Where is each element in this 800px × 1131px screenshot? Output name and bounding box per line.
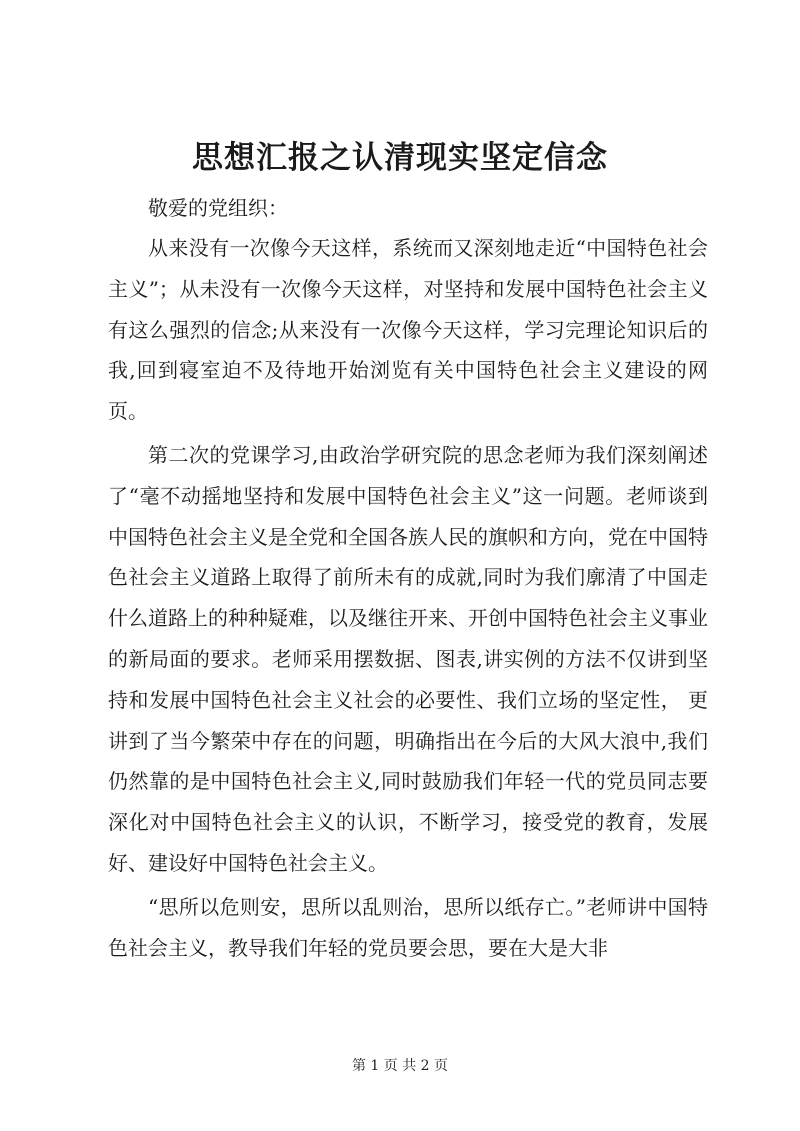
paragraph-1: 从来没有一次像今天这样，系统而又深刻地走近“中国特色社会主义”；从未没有一次像今天这样，对坚持和发展中国特色社会主义有这么强烈的信念;从来没有一次像今天这样，学习完理论知识后的我,回到寝室迫不及待地开始浏览有关中国特色社会主义建设的网页。 xyxy=(108,236,708,424)
paragraph-3: “思所以危则安，思所以乱则治，思所以纸存亡。”老师讲中国特色社会主义，教导我们年轻的党员要会思，要在大是大非 xyxy=(108,894,708,960)
page-number-footer: 第 1 页 共 2 页 xyxy=(351,1058,449,1074)
salutation: 敬爱的党组织： xyxy=(148,196,288,220)
document-title: 思想汇报之认清现实坚定信念 xyxy=(192,140,608,176)
paragraph-2: 第二次的党课学习,由政治学研究院的思念老师为我们深刻阐述了“毫不动摇地坚持和发展中国特色社会主义”这一问题。老师谈到中国特色社会主义是全党和全国各族人民的旗帜和方向，党在中国特色社会主义道路上取得了前所未有的成就,同时为我们廓清了中国走什么道路上的种种疑难，以及继往开来、开创中国特色社会主义事业的新局面的要求。老师采用摆数据、图表,讲实例的方法不仅讲到坚持和发展中国特色社会主义社会的必要性、我们立场的坚定性， 更讲到了当今繁荣中存在的问题，明确指出在今后的大风大浪中,我们仍然靠的是中国特色社会主义,同时鼓励我们年轻一代的党员同志要深化对中国特色社会主义的认识，不断学习，接受党的教育，发展好、建设好中国特色社会主义。 xyxy=(108,442,708,875)
document-body xyxy=(108,188,708,968)
